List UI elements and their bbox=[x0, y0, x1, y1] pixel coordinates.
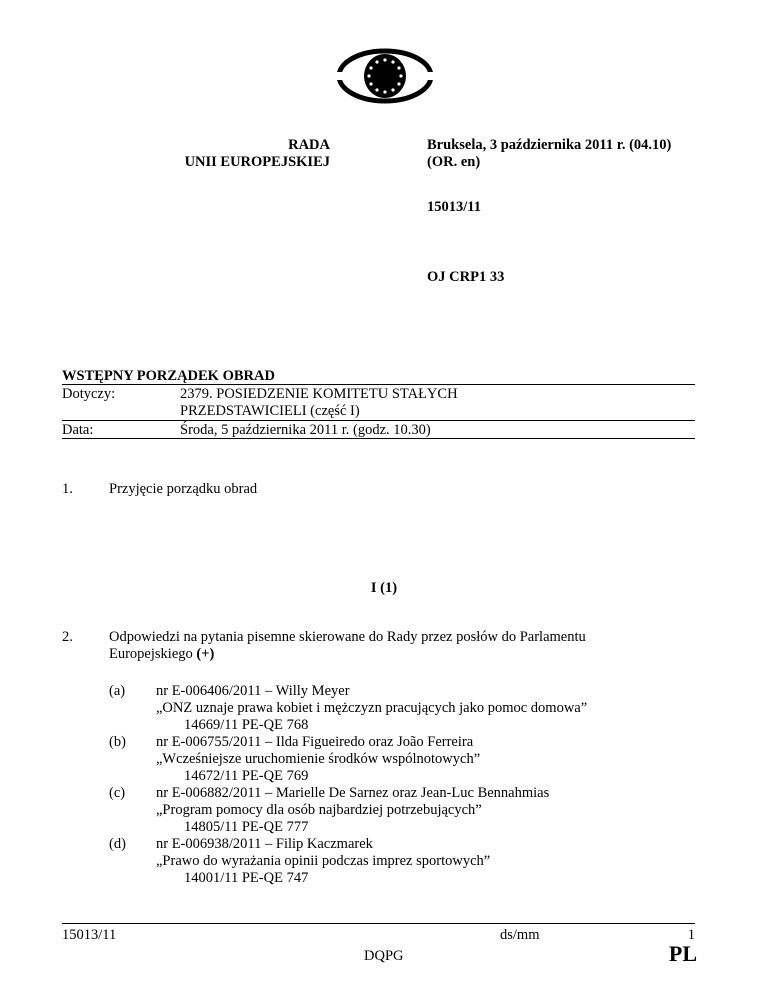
subject-label: Dotyczy: bbox=[62, 386, 116, 402]
subitem-question: nr E-006755/2011 – Ilda Figueiredo oraz João Ferreira bbox=[156, 734, 474, 750]
item-text-line1: Odpowiedzi na pytania pisemne skierowane do Rady przez posłów do Parlamentu bbox=[109, 629, 586, 645]
subitem-question: nr E-006938/2011 – Filip Kaczmarek bbox=[156, 836, 373, 852]
subject-line2: PRZEDSTAWICIELI (część I) bbox=[180, 403, 360, 419]
place-date: Bruksela, 3 października 2011 r. (04.10) bbox=[427, 137, 672, 153]
divider bbox=[62, 420, 695, 421]
footer-divider bbox=[62, 923, 695, 924]
item-text-line2 bbox=[109, 646, 699, 663]
date-value: Środa, 5 października 2011 r. (godz. 10.30) bbox=[180, 422, 431, 438]
doc-number: 15013/11 bbox=[427, 199, 481, 215]
doc-meta bbox=[427, 137, 757, 286]
agenda-heading: WSTĘPNY PORZĄDEK OBRAD bbox=[62, 368, 275, 384]
subitem-title: „Wcześniejsze uruchomienie środków wspólnotowych” bbox=[156, 751, 481, 767]
subitem-ref: 14805/11 PE-QE 777 bbox=[184, 819, 309, 835]
original-language: (OR. en) bbox=[427, 154, 481, 170]
item-text-cont: Europejskiego bbox=[109, 646, 193, 662]
subitem-title: „ONZ uznaje prawa kobiet i mężczyzn pracujących jako pomoc domowa” bbox=[156, 700, 588, 716]
item-number: 2. bbox=[62, 629, 73, 645]
item-text: Przyjęcie porządku obrad bbox=[109, 481, 258, 497]
council-logo bbox=[337, 48, 433, 104]
date-label: Data: bbox=[62, 422, 94, 438]
page-number: 1 bbox=[687, 927, 695, 943]
subitem-question: nr E-006882/2011 – Marielle De Sarnez oraz Jean-Luc Bennahmias bbox=[156, 785, 550, 801]
language-code: PL bbox=[668, 941, 697, 966]
divider bbox=[62, 384, 695, 385]
subitem-letter: (a) bbox=[109, 683, 126, 699]
council-line1: RADA bbox=[288, 137, 330, 153]
subitem-title: „Prawo do wyrażania opinii podczas imprez sportowych” bbox=[156, 853, 491, 869]
subitem-ref: 14672/11 PE-QE 769 bbox=[184, 768, 309, 784]
subitem-ref: 14669/11 PE-QE 768 bbox=[184, 717, 309, 733]
divider bbox=[62, 438, 695, 439]
subitem-ref: 14001/11 PE-QE 747 bbox=[184, 870, 309, 886]
council-name bbox=[110, 137, 330, 171]
footer-unit: DQPG bbox=[364, 948, 404, 964]
subitem-question: nr E-006406/2011 – Willy Meyer bbox=[156, 683, 350, 699]
council-line2: UNII EUROPEJSKIEJ bbox=[184, 154, 330, 170]
item-number: 1. bbox=[62, 481, 73, 497]
subitem-title: „Program pomocy dla osób najbardziej potrzebujących” bbox=[156, 802, 482, 818]
footer-initials: ds/mm bbox=[500, 927, 540, 943]
subitem-letter: (d) bbox=[109, 836, 126, 852]
plus-marker: (+) bbox=[196, 646, 215, 662]
doc-code: OJ CRP1 33 bbox=[427, 269, 505, 285]
footer-doc-number: 15013/11 bbox=[62, 927, 117, 943]
subitem-letter: (b) bbox=[109, 734, 126, 750]
subject-line1: 2379. POSIEDZENIE KOMITETU STAŁYCH bbox=[180, 386, 458, 402]
section-heading: I (1) bbox=[370, 580, 398, 596]
subitem-letter: (c) bbox=[109, 785, 126, 801]
